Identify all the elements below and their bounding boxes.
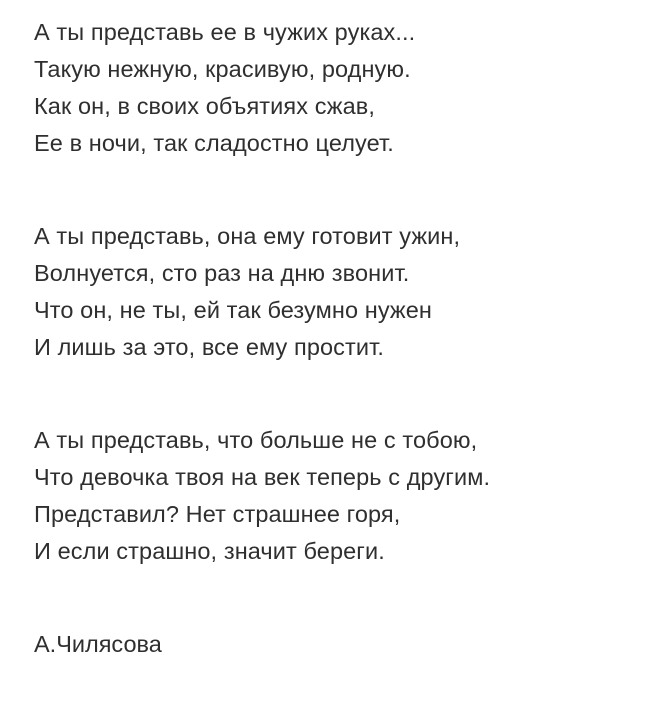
poem-line: Как он, в своих объятиях сжав, xyxy=(34,93,376,119)
poem-stanza xyxy=(34,218,618,366)
poem-line: И если страшно, значит береги. xyxy=(34,538,385,564)
poem-line: А ты представь ее в чужих руках... xyxy=(34,19,416,45)
poem-line: Ее в ночи, так сладостно целует. xyxy=(34,130,394,156)
poem-line: А ты представь, что больше не с тобою, xyxy=(34,427,478,453)
poem-line: Такую нежную, красивую, родную. xyxy=(34,56,411,82)
author-signature: А.Чилясова xyxy=(34,631,162,657)
poem-line: Что он, не ты, ей так безумно нужен xyxy=(34,297,432,323)
poem-line: И лишь за это, все ему простит. xyxy=(34,334,384,360)
poem-stanza xyxy=(34,422,618,570)
poem-line: Что девочка твоя на век теперь с другим. xyxy=(34,464,491,490)
poem-line: А ты представь, она ему готовит ужин, xyxy=(34,223,461,249)
poem-stanza xyxy=(34,14,618,162)
poem-line: Представил? Нет страшнее горя, xyxy=(34,501,401,527)
poem-line: Волнуется, сто раз на дню звонит. xyxy=(34,260,410,286)
